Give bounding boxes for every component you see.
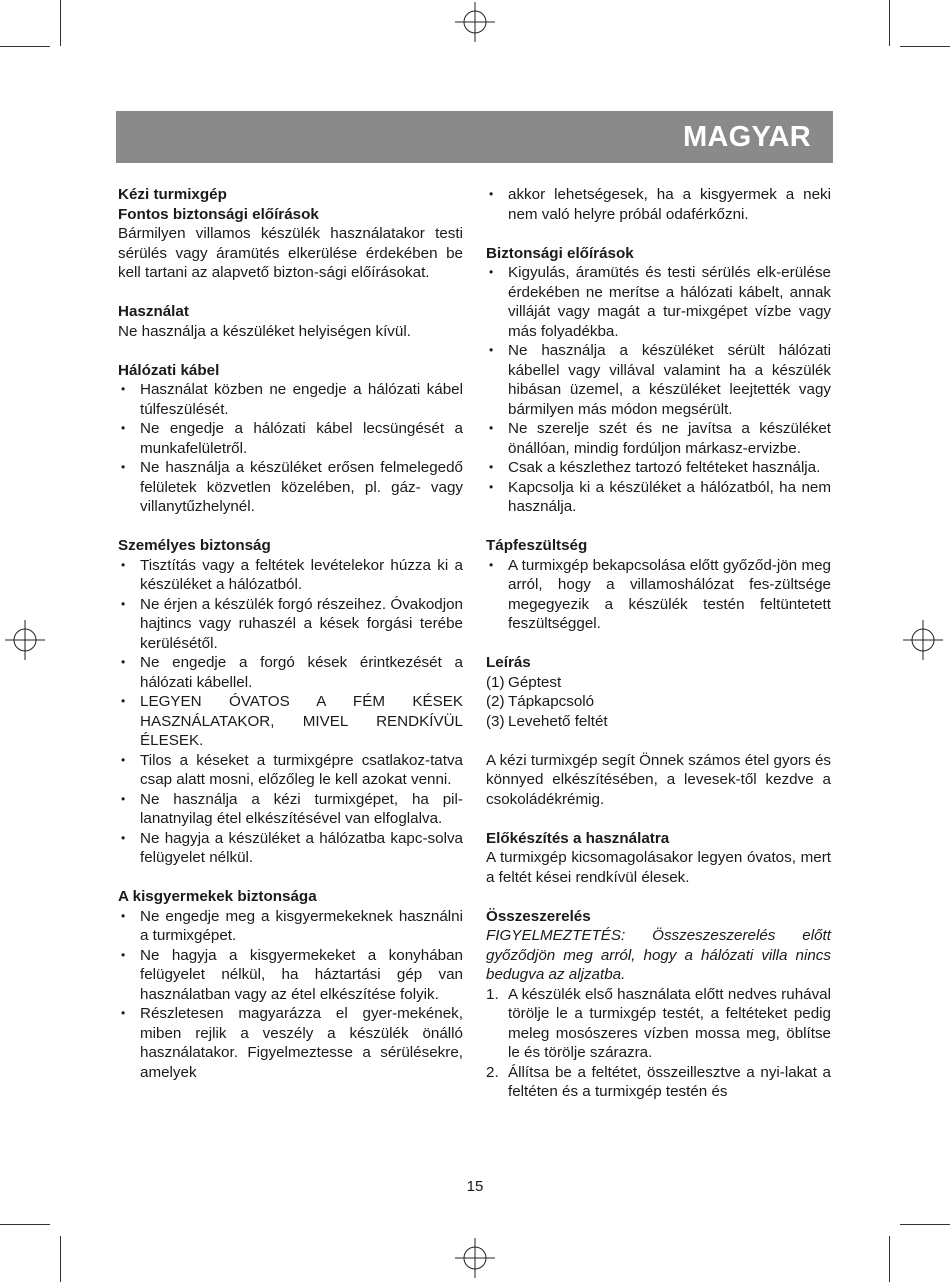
list-item: • Ne érjen a készülék forgó részeihez. Óvakodjon hajtincs vagy ruhaszél a kések forgási terébe kerülésétől.: [118, 595, 463, 654]
crop-mark: [0, 46, 50, 47]
section-heading: Összeszerelés: [486, 907, 591, 925]
steps-list: [486, 985, 831, 1102]
continued-text-content: akkor lehetségesek, ha a kisgyermek a neki nem való helyre próbál odaférkőzni.: [508, 186, 831, 223]
list-item: • Használat közben ne engedje a hálózati kábel túlfeszülését.: [118, 380, 463, 419]
crop-mark: [900, 1224, 950, 1225]
document-title: Kézi turmixgép: [118, 186, 227, 203]
list-item: • Ne használja a kézi turmixgépet, ha pil-lanatnyilag étel elkészítésével van elfoglalva.: [118, 790, 463, 829]
item-number: (1): [486, 673, 505, 691]
list-item: [486, 712, 831, 732]
crop-mark: [60, 0, 61, 46]
language-banner: [116, 111, 833, 163]
list-item: • Ne szerelje szét és ne javítsa a készüléket önállóan, mindig fordúljon márkasz-ervizbe.: [486, 419, 831, 458]
section-heading: Leírás: [486, 654, 531, 671]
item-number: 1.: [486, 985, 499, 1003]
item-number: 2.: [486, 1063, 499, 1081]
item-text: Állítsa be a feltétet, összeillesztve a nyi-lakat a feltéten és a turmixgép testén és: [508, 1063, 831, 1100]
bullet-list: [118, 380, 463, 517]
registration-mark-icon: [903, 620, 943, 660]
continued-text: [486, 185, 831, 224]
section-heading: Hálózati kábel: [118, 361, 220, 379]
section-heading: Előkészítés a használatra: [486, 829, 670, 847]
crop-mark: [0, 1224, 50, 1225]
list-item: • Tilos a késeket a turmixgépre csatlakoz-tatva csap alatt mosni, előzőleg le kell azokat venni.: [118, 751, 463, 790]
list-item: • Tisztítás vagy a feltétek levételekor húzza ki a készüléket a hálózatból.: [118, 556, 463, 595]
paragraph: Bármilyen villamos készülék használatakor testi sérülés vagy áramütés elkerülése érdekében be kell tartani az alapvető bizton-sági előírásokat.: [118, 225, 463, 281]
section-heading: Fontos biztonsági előírások: [118, 205, 319, 223]
list-item: • Ne használja a készüléket erősen felmelegedő felületek közvetlen közelében, pl. gáz- vagy villanytűzhelynél.: [118, 458, 463, 517]
list-item: • Csak a készlethez tartozó feltéteket használja.: [486, 458, 831, 478]
left-column: [118, 185, 463, 1082]
section-heading: Használat: [118, 303, 189, 320]
list-item: • Ne engedje a forgó kések érintkezését a hálózati kábellel.: [118, 653, 463, 692]
bullet-list: [118, 556, 463, 868]
paragraph: A kézi turmixgép segít Önnek számos étel gyors és könnyed elkészítésében, a levesek-től kezdve a csokoládékrémig.: [486, 751, 831, 808]
paragraph: Ne használja a készüléket helyiségen kívül.: [118, 322, 411, 340]
list-item: • Kapcsolja ki a készüléket a hálózatból, ha nem használja.: [486, 478, 831, 517]
section-heading: Tápfeszültség: [486, 537, 588, 554]
registration-mark-icon: [5, 620, 45, 660]
right-column: [486, 185, 831, 1102]
item-text: Géptest: [508, 673, 562, 691]
bullet-list: [486, 263, 831, 517]
crop-mark: [889, 1236, 890, 1282]
continued-list: [486, 185, 831, 224]
list-item: • Ne hagyja a készüléket a hálózatba kapc-solva felügyelet nélkül.: [118, 829, 463, 868]
list-item: [486, 673, 831, 693]
registration-mark-icon: [455, 2, 495, 42]
item-number: (2): [486, 693, 505, 710]
list-item: [486, 985, 831, 1063]
section-heading: A kisgyermekek biztonsága: [118, 888, 317, 905]
list-item: [486, 692, 831, 712]
list-item: • Ne engedje meg a kisgyermekeknek használni a turmixgépet.: [118, 907, 463, 946]
warning-text: FIGYELMEZTETÉS: Összeszeszerelés előtt győződjön meg arról, hogy a hálózati villa nincs bedugva az aljzatba.: [486, 927, 831, 983]
page-number: 15: [466, 1178, 484, 1195]
crop-mark: [889, 0, 890, 46]
item-text: Tápkapcsoló: [508, 693, 595, 710]
bullet-list: [486, 556, 831, 634]
list-item: • LEGYEN ÓVATOS A FÉM KÉSEK HASZNÁLATAKOR, MIVEL RENDKÍVÜL ÉLESEK.: [118, 692, 463, 751]
paragraph: A turmixgép kicsomagolásakor legyen óvatos, mert a feltét kései rendkívül élesek.: [486, 849, 831, 886]
item-number: (3): [486, 712, 505, 730]
crop-mark: [60, 1236, 61, 1282]
list-item: • Ne hagyja a kisgyermekeket a konyhában felügyelet nélkül, ha háztartási gép van használatban vagy az étel elkészítése folyik.: [118, 946, 463, 1005]
list-item: • Részletesen magyarázza el gyer-mekének, miben rejlik a veszély a készülék önálló használatakor. Figyelmeztesse a sérülésekre, amelyek: [118, 1004, 463, 1082]
crop-mark: [900, 46, 950, 47]
list-item: • Ne engedje a hálózati kábel lecsüngését a munkafelületről.: [118, 419, 463, 458]
list-item: [486, 1063, 831, 1102]
list-item: • Ne használja a készüléket sérült hálózati kábellel vagy villával valamint ha a készülék hibásan üzemel, a készüléket leejtették vagy bármilyen más módon megsérült.: [486, 341, 831, 419]
item-text: Levehető feltét: [508, 712, 608, 730]
bullet-list: [118, 907, 463, 1083]
parts-list: [486, 673, 831, 732]
section-heading: Biztonsági előírások: [486, 244, 634, 262]
list-item: • Kigyulás, áramütés és testi sérülés elk-erülése érdekében ne merítse a hálózati kábelt, annak villáját vagy magát a tur-mixgépet vízbe vagy más folyadékba.: [486, 263, 831, 341]
registration-mark-icon: [455, 1238, 495, 1278]
section-heading: Személyes biztonság: [118, 537, 271, 554]
language-title: MAGYAR: [682, 121, 811, 153]
item-text: A készülék első használata előtt nedves ruhával törölje le a turmixgép testét, a feltéteket pedig meleg mosószeres vízben mossa meg, öblítse le és törölje szárazra.: [508, 985, 831, 1061]
list-item: • A turmixgép bekapcsolása előtt győződ-jön meg arról, hogy a villamoshálózat fes-zültsége megegyezik a készülék testén feltüntetett feszültséggel.: [486, 556, 831, 634]
